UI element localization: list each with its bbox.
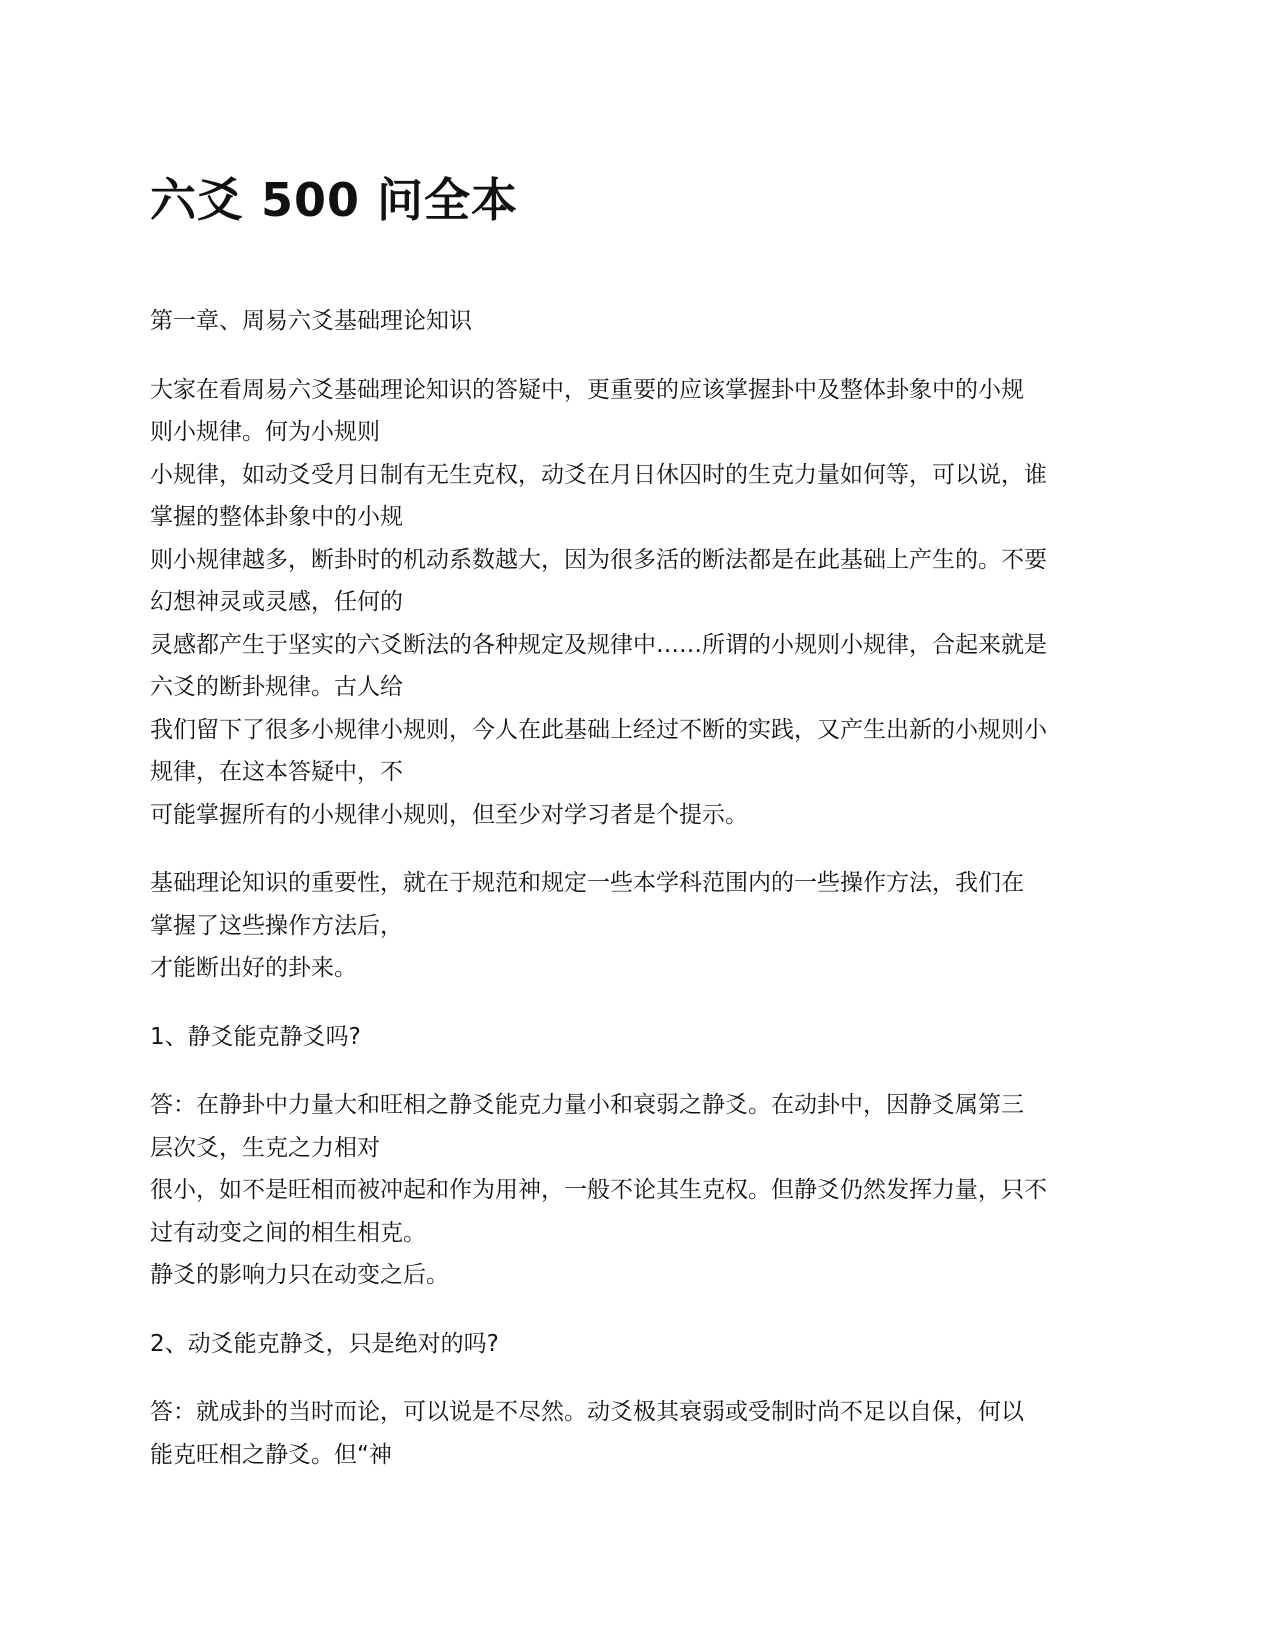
text-line: 幻想神灵或灵感，任何的 bbox=[150, 589, 403, 615]
text-line: 我们留下了很多小规律小规则，今人在此基础上经过不断的实践，又产生出新的小规则小 bbox=[150, 716, 1047, 743]
text-line: 则小规律越多，断卦时的机动系数越大，因为很多活的断法都是在此基础上产生的。不要 bbox=[150, 546, 1047, 573]
text-line: 静爻的影响力只在动变之后。 bbox=[150, 1262, 449, 1288]
paragraph bbox=[150, 862, 1130, 990]
paragraph bbox=[150, 1016, 1130, 1059]
text-line: 1、静爻能克静爻吗? bbox=[150, 1023, 361, 1050]
text-line: 2、动爻能克静爻，只是绝对的吗? bbox=[150, 1330, 499, 1357]
paragraph bbox=[150, 1391, 1130, 1476]
paragraph bbox=[150, 300, 1130, 343]
paragraph bbox=[150, 1084, 1130, 1297]
text-line: 六爻的断卦规律。古人给 bbox=[150, 674, 403, 700]
text-line: 掌握了这些操作方法后， bbox=[150, 912, 403, 939]
text-line: 第一章、周易六爻基础理论知识 bbox=[150, 308, 472, 334]
text-line: 则小规律。何为小规则 bbox=[150, 419, 380, 445]
text-line: 才能断出好的卦来。 bbox=[150, 955, 357, 981]
document-title: 六爻 500 问全本 bbox=[150, 173, 519, 227]
text-line: 灵感都产生于坚实的六爻断法的各种规定及规律中……所谓的小规则小规律，合起来就是 bbox=[150, 631, 1047, 658]
paragraph bbox=[150, 1323, 1130, 1366]
text-line: 掌握的整体卦象中的小规 bbox=[150, 504, 403, 530]
text-line: 层次爻，生克之力相对 bbox=[150, 1134, 380, 1161]
text-line: 小规律，如动爻受月日制有无生克权，动爻在月日休囚时的生克力量如何等，可以说，谁 bbox=[150, 461, 1047, 488]
text-line: 大家在看周易六爻基础理论知识的答疑中，更重要的应该掌握卦中及整体卦象中的小规 bbox=[150, 376, 1024, 403]
text-line: 答：在静卦中力量大和旺相之静爻能克力量小和衰弱之静爻。在动卦中，因静爻属第三 bbox=[150, 1092, 1024, 1118]
document-body bbox=[150, 300, 1130, 1502]
text-line: 规律，在这本答疑中，不 bbox=[150, 759, 403, 785]
paragraph bbox=[150, 369, 1130, 837]
text-line: 基础理论知识的重要性，就在于规范和规定一些本学科范围内的一些操作方法，我们在 bbox=[150, 870, 1024, 896]
text-line: 过有动变之间的相生相克。 bbox=[150, 1219, 426, 1246]
text-line: 能克旺相之静爻。但“神 bbox=[150, 1441, 392, 1468]
text-line: 很小，如不是旺相而被冲起和作为用神，一般不论其生克权。但静爻仍然发挥力量，只不 bbox=[150, 1177, 1047, 1203]
text-line: 可能掌握所有的小规律小规则，但至少对学习者是个提示。 bbox=[150, 801, 748, 828]
text-line: 答：就成卦的当时而论，可以说是不尽然。动爻极其衰弱或受制时尚不足以自保，何以 bbox=[150, 1399, 1024, 1425]
